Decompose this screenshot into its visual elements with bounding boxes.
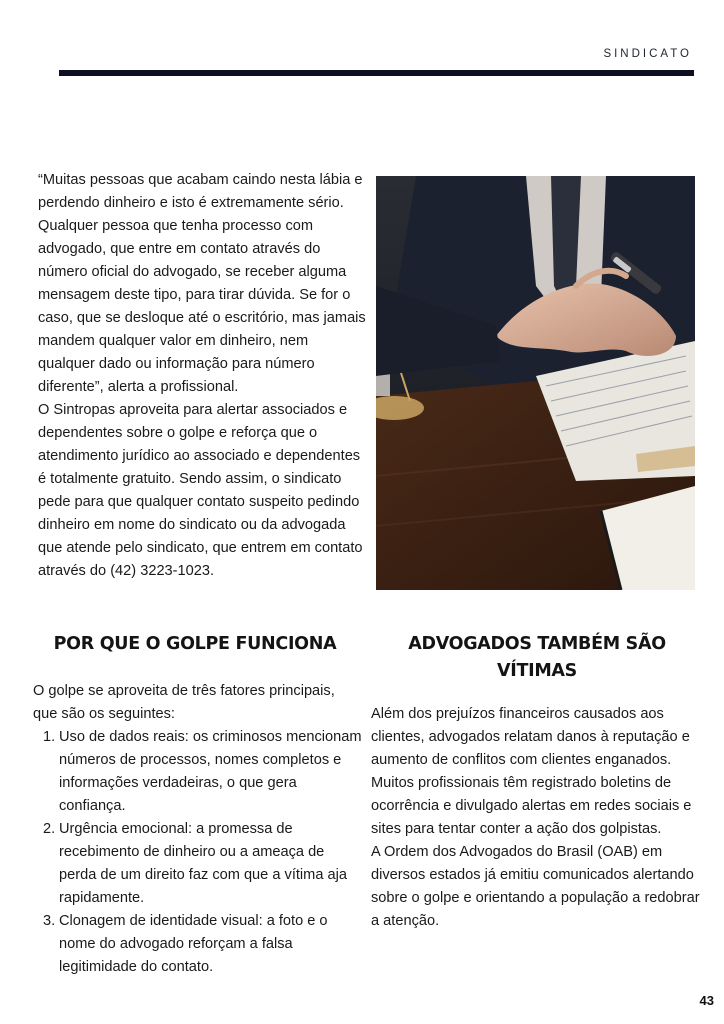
list-item-text: Clonagem de identidade visual: a foto e o nome do advogado reforçam a falsa legitimidade do contato. <box>59 913 328 975</box>
list-item <box>33 818 363 910</box>
lawyer-photo <box>376 176 695 590</box>
page-number: 43 <box>699 993 714 1008</box>
intro-text-block <box>38 169 366 583</box>
list-item <box>33 910 363 979</box>
intro-paragraph-1: “Muitas pessoas que acabam caindo nesta lábia e perdendo dinheiro e isto é extremamente sério. Qualquer pessoa que tenha processo com advogado, que entre em contato através do número oficial do advogado, se receber alguma mensagem deste tipo, para tirar dúvida. Se for o caso, que se desloque até o escritório, mas jamais mandem qualquer valor em dinheiro, nem qualquer dado ou informação para número diferente”, alerta a profissional. <box>38 172 366 395</box>
right-column <box>371 703 701 933</box>
section-label: SINDICATO <box>603 48 692 60</box>
heading-why-scam-works: POR QUE O GOLPE FUNCIONA <box>53 634 337 654</box>
intro-paragraph-2: O Sintropas aproveita para alertar associados e dependentes sobre o golpe e reforça que o atendimento jurídico ao associado e dependentes é totalmente gratuito. Sendo assim, o sindicato pede para que qualquer contato suspeito pedindo dinheiro em nome do sindicato ou da advogada que atende pelo sindicato, que entrem em contato através do (42) 3223-1023. <box>38 402 363 579</box>
list-number: 3. <box>43 913 56 929</box>
factors-list <box>33 726 363 979</box>
right-paragraph-2: A Ordem dos Advogados do Brasil (OAB) em diversos estados já emitiu comunicados alertando sobre o golpe e orientando a população a redobrar a atenção. <box>371 844 700 929</box>
list-item <box>33 726 363 818</box>
header-divider <box>59 70 694 76</box>
list-item-text: Urgência emocional: a promessa de recebimento de dinheiro ou a ameaça de perda de um direito faz com que a vítima aja rapidamente. <box>59 821 347 906</box>
heading-lawyers-also-victims: ADVOGADOS TAMBÉM SÃO VÍTIMAS <box>408 634 666 681</box>
right-paragraph-1: Além dos prejuízos financeiros causados aos clientes, advogados relatam danos à reputação e aumento de conflitos com clientes enganados. Muitos profissionais têm registrado boletins de ocorrência e divulgado alertas em redes sociais e sites para tentar conter a ação dos golpistas. <box>371 706 692 837</box>
list-number: 2. <box>43 821 56 837</box>
list-number: 1. <box>43 729 56 745</box>
left-intro: O golpe se aproveita de três fatores principais, que são os seguintes: <box>33 683 335 722</box>
list-item-text: Uso de dados reais: os criminosos mencionam números de processos, nomes completos e informações verdadeiras, o que gera confiança. <box>59 729 362 814</box>
left-column <box>33 680 363 979</box>
